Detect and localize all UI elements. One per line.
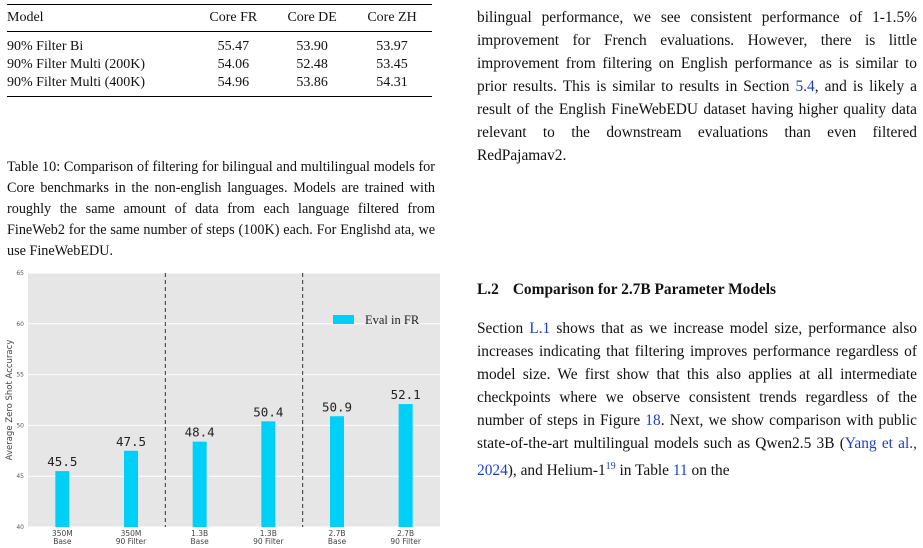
table-header-cell: Core ZH [367, 10, 417, 25]
table-row [7, 32, 432, 57]
figure-link[interactable]: 18 [645, 412, 661, 429]
table-cell: 54.96 [217, 75, 250, 90]
x-tick-label: 1.3B [259, 529, 277, 538]
x-tick-label: 90 Filter [390, 537, 421, 546]
table-cell: 90% Filter Multi (400K) [7, 75, 146, 90]
footnote-link[interactable]: 19 [605, 461, 616, 472]
table-cell: 53.45 [376, 57, 408, 72]
data-label: 48.4 [184, 424, 215, 440]
x-tick-label: 350M [120, 529, 142, 538]
table-cell: 53.90 [296, 39, 328, 54]
table-cell: 53.86 [296, 75, 328, 90]
bar [124, 451, 138, 527]
x-tick-label: 90 Filter [253, 537, 284, 546]
y-tick-label: 65 [16, 270, 24, 277]
bar [399, 404, 413, 527]
bar [193, 442, 207, 527]
x-tick-label: 2.7B [397, 529, 415, 538]
paragraph-text: ), and Helium-1 [507, 462, 606, 480]
table-header-cell: Core DE [287, 10, 337, 25]
bar [261, 421, 275, 527]
bar [55, 471, 69, 527]
data-label: 50.4 [253, 404, 284, 420]
table-cell: 53.97 [376, 39, 408, 54]
table-caption: Table 10: Comparison of filtering for bilingual and multilingual models for Core benchmarks in the non-english languages. Models are trained with roughly the same amount of data from each language filtered from FineWeb2 for the same number of steps (100K) each. For Englishd ata, we use FineWebEDU. [7, 159, 435, 259]
x-tick-label: 1.3B [191, 529, 209, 538]
x-tick-label: Base [327, 537, 347, 546]
table-header-row [7, 5, 432, 32]
paragraph-text: on the [687, 462, 730, 480]
table-link[interactable]: 11 [672, 462, 688, 480]
section-link[interactable]: L.1 [529, 320, 551, 337]
bar-chart [0, 270, 445, 548]
legend-label: Eval in FR [365, 313, 420, 327]
x-tick-label: 350M [51, 529, 73, 538]
paragraph-text: in Table [615, 462, 673, 480]
y-tick-label: 60 [16, 320, 24, 328]
x-tick-label: Base [53, 537, 72, 546]
paragraph-text: shows that as we increase model size, performance also increases indicating that filtering improves performance regardless of model size. We first show that this also applies at all intermediate checkpoints where we observe consistent trends regardless of the number of steps in Figure [477, 320, 918, 429]
body-paragraph [477, 6, 917, 167]
data-label: 45.5 [47, 454, 78, 470]
table-row [7, 56, 432, 74]
legend-swatch [333, 315, 354, 324]
body-paragraph [477, 317, 917, 482]
paragraph-text: Section [477, 320, 530, 337]
y-axis-label: Average Zero Shot Accuracy [5, 339, 15, 461]
y-tick-label: 55 [16, 371, 24, 379]
paragraph-text: bilingual performance, we see consistent performance of 1-1.5% improvement for French evaluations. However, there is little improvement from filtering on English performance as is similar to prior results. This is similar to results in Section [477, 9, 917, 95]
table-cell: 90% Filter Multi (200K) [7, 57, 146, 72]
paragraph-text: , and is likely a result of the English FineWebEDU dataset having higher quality data relevant to the downstream evaluations than even filtered RedPajamav2. [477, 78, 917, 164]
data-label: 52.1 [390, 387, 421, 403]
table-header-cell: Core FR [209, 10, 258, 25]
data-label: 50.9 [321, 399, 353, 415]
data-label: 47.5 [115, 433, 147, 449]
y-tick-label: 45 [16, 473, 24, 481]
section-link[interactable]: 5.4 [795, 78, 815, 95]
y-tick-label: 50 [16, 422, 24, 430]
bar [330, 416, 344, 527]
plot-area [28, 273, 440, 527]
comparison-table [7, 4, 432, 97]
table-row [7, 74, 432, 97]
table-header-cell: Model [7, 10, 44, 25]
section-title: Comparison for 2.7B Parameter Models [512, 281, 776, 298]
table-cell: 90% Filter Bi [7, 39, 84, 54]
citation-link[interactable]: Yang et al., 2024 [477, 435, 917, 480]
y-tick-label: 40 [16, 524, 24, 531]
table-cell: 54.31 [376, 75, 408, 90]
section-number: L.2 [477, 281, 499, 298]
x-tick-label: 90 Filter [115, 537, 147, 546]
paragraph-text: . Next, we show comparison with public state-of-the-art multilingual models such as Qwen2.5 3B ( [477, 412, 917, 452]
section-heading [477, 281, 776, 299]
table-cell: 52.48 [296, 57, 328, 72]
table-cell: 54.06 [217, 57, 250, 72]
table-cell: 55.47 [217, 39, 250, 54]
x-tick-label: 2.7B [328, 529, 346, 538]
x-tick-label: Base [190, 537, 209, 546]
